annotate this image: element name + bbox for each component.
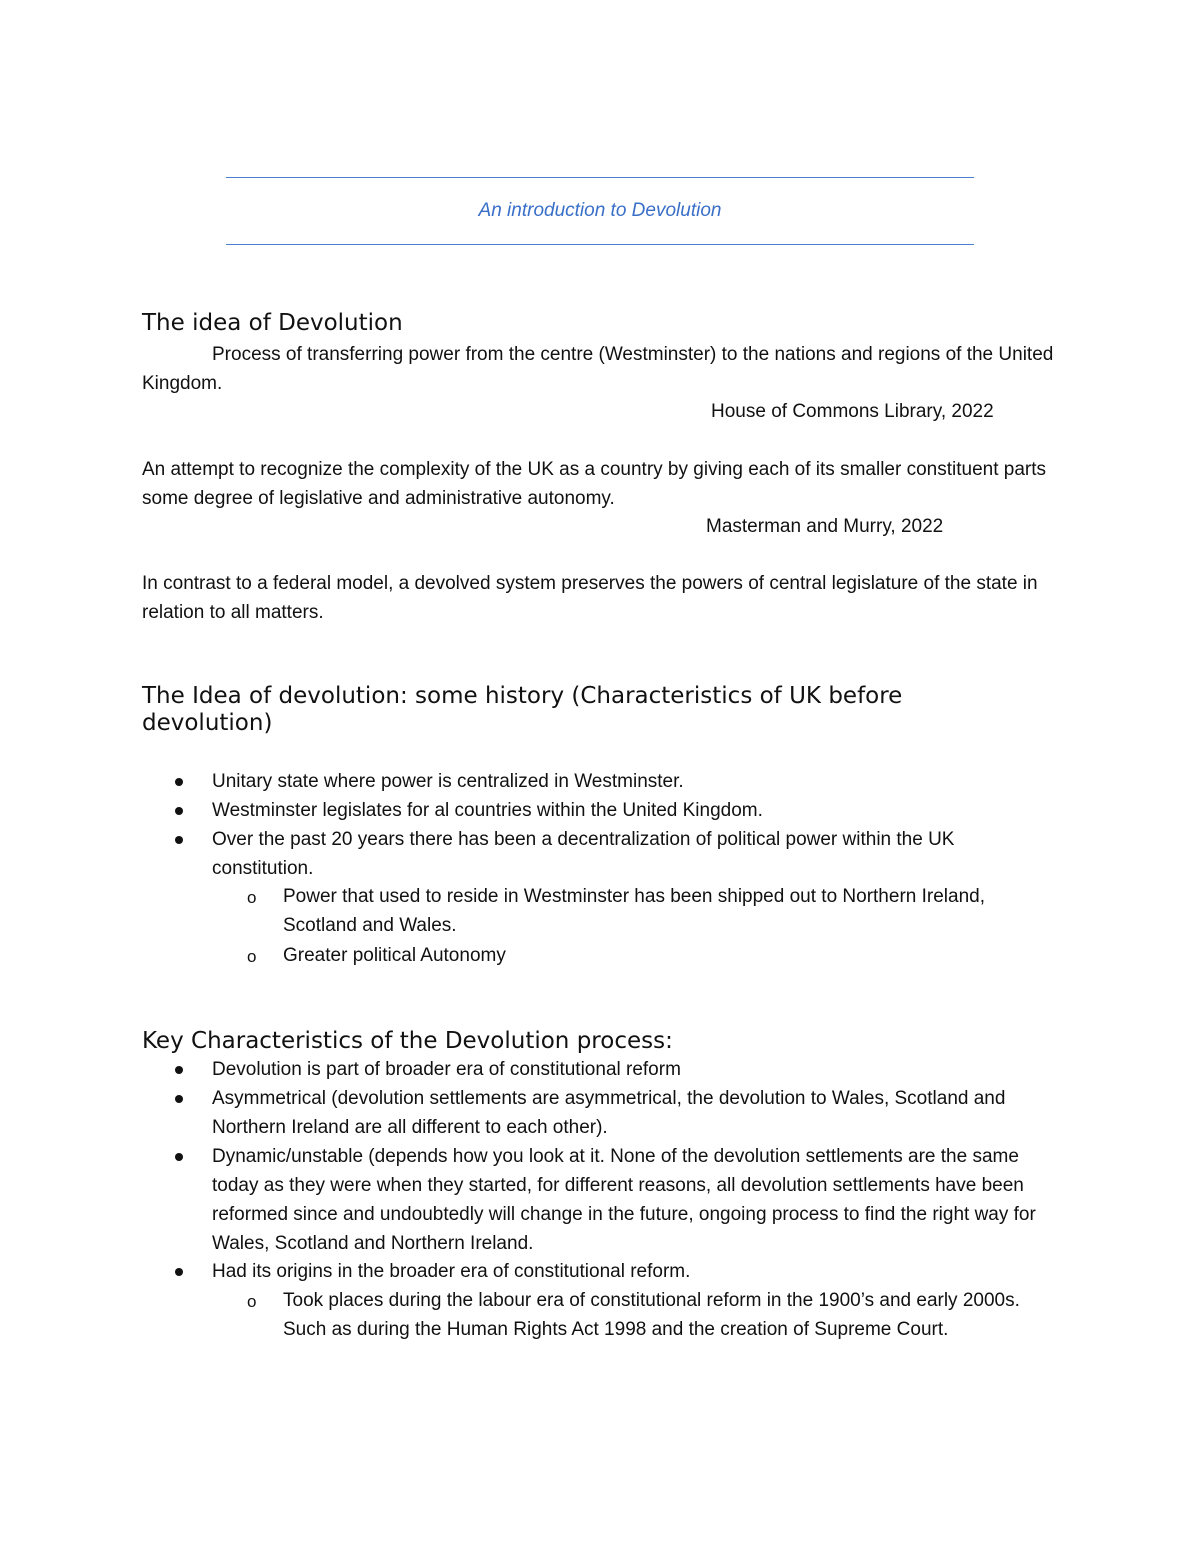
list-item: Dynamic/unstable (depends how you look at it. None of the devolution settlements are the same today as they were when they started, for different reasons, all devolution settlements have been reformed since and undoubtedly will change in the future, ongoing process to find the right way for Wales, Scotland and Northern Ireland. — [212, 1146, 1036, 1254]
bullet-icon — [175, 778, 183, 786]
bullet-icon — [175, 1153, 183, 1161]
list-item: Devolution is part of broader era of constitutional reform — [212, 1059, 681, 1080]
document-title: An introduction to Devolution — [478, 200, 722, 221]
list-item: Over the past 20 years there has been a decentralization of political power within the UK constitution. — [212, 829, 955, 879]
federal-contrast-paragraph: In contrast to a federal model, a devolved system preserves the powers of central legislature of the state in relation to all matters. — [142, 573, 1038, 623]
citation-commons-library: House of Commons Library, 2022 — [711, 401, 994, 422]
bullet-icon — [175, 1066, 183, 1074]
list-item: Had its origins in the broader era of constitutional reform. — [212, 1261, 691, 1282]
bullet-icon — [175, 1095, 183, 1103]
sub-list-item: Power that used to reside in Westminster has been shipped out to Northern Ireland, Scotland and Wales. — [283, 886, 985, 936]
sub-bullet-icon: o — [247, 1292, 257, 1311]
bullet-icon — [175, 1268, 183, 1276]
list-item: Westminster legislates for al countries within the United Kingdom. — [212, 800, 763, 821]
sub-list-item: Greater political Autonomy — [283, 945, 506, 966]
sub-list-item: Took places during the labour era of constitutional reform in the 1900’s and early 2000s. Such as during the Human Rights Act 1998 and the creation of Supreme Court. — [283, 1290, 1020, 1340]
bullet-icon — [175, 807, 183, 815]
citation-masterman: Masterman and Murry, 2022 — [706, 516, 944, 537]
list-item: Asymmetrical (devolution settlements are asymmetrical, the devolution to Wales, Scotland and Northern Ireland are all different to each other). — [212, 1088, 1006, 1138]
title-bottom-rule — [226, 244, 974, 245]
sub-bullet-icon: o — [247, 947, 257, 966]
bullet-icon — [175, 836, 183, 844]
definition-paragraph: Process of transferring power from the centre (Westminster) to the nations and regions of the United Kingdom. — [142, 344, 1054, 394]
section-heading-key-characteristics: Key Characteristics of the Devolution process: — [142, 1028, 673, 1054]
section-heading-idea: The idea of Devolution — [142, 310, 403, 336]
title-top-rule — [226, 177, 974, 178]
autonomy-paragraph: An attempt to recognize the complexity of the UK as a country by giving each of its smaller constituent parts some degree of legislative and administrative autonomy. — [142, 459, 1047, 509]
section-heading-history: The Idea of devolution: some history (Characteristics of UK before devolution) — [142, 683, 903, 736]
sub-bullet-icon: o — [247, 888, 257, 907]
list-item: Unitary state where power is centralized in Westminster. — [212, 771, 684, 792]
